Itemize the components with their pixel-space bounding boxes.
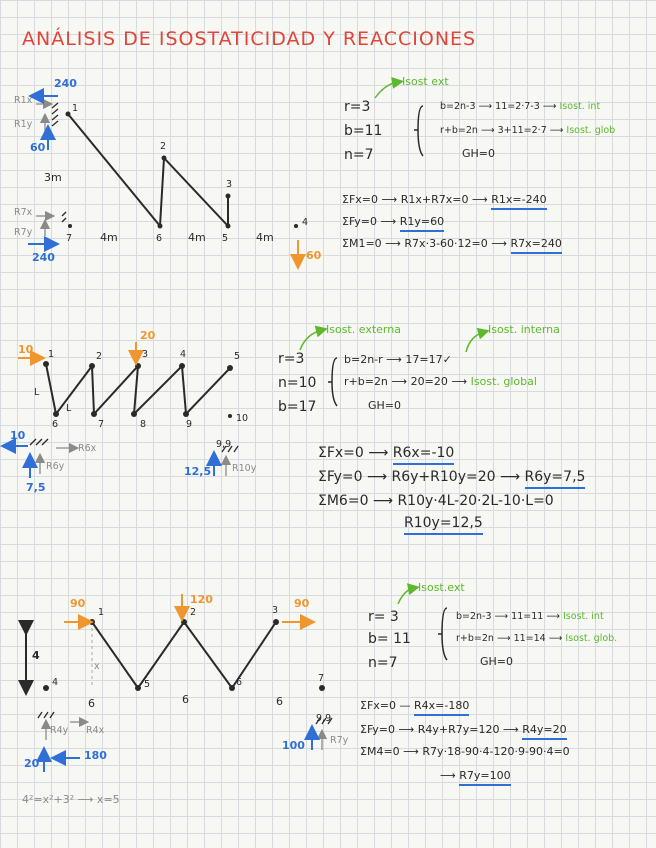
iso-int-eq-3: b=2n-3 ⟶ 11=11 ⟶ Isost. int [456, 611, 604, 622]
node3-7: 7 [318, 673, 325, 684]
res-fx-3: R4x=-180 [414, 699, 469, 716]
value-180: 180 [84, 749, 107, 762]
page-title: ANÁLISIS DE ISOSTATICIDAD Y REACCIONES [22, 28, 477, 50]
dim-3m: 3m [44, 171, 62, 184]
node3-6: 6 [236, 677, 243, 688]
dim-6-1: 6 [88, 697, 95, 710]
load-20-label: 20 [140, 329, 156, 342]
res-m-1: R7x=240 [511, 237, 562, 254]
node3-2: 2 [190, 607, 197, 618]
node2-10: 10 [236, 413, 249, 424]
load-90-right: 90 [294, 597, 310, 610]
iso-int-label-3: Isost. int [563, 611, 604, 622]
iso-int-label-1: Isost. int [559, 101, 601, 112]
dim-4: 4 [32, 649, 40, 662]
res-m-2: R10y=12,5 [404, 515, 483, 535]
iso-b-3: b= 11 [368, 631, 411, 647]
eq-fx-3: ΣFx=0 — R4x=-180 [360, 700, 469, 711]
value-60-left: 60 [30, 141, 46, 154]
node-7: 7 [66, 233, 73, 244]
iso-ext-2: Isost. externa [326, 323, 401, 336]
label-r10y: R10y [232, 463, 257, 474]
dim-6-3: 6 [276, 695, 283, 708]
label-r7x: R7x [14, 207, 33, 218]
iso-ext-arrow-1 [375, 82, 398, 98]
pythagoras-note: 4²=x²+3² ⟶ x=5 [22, 793, 120, 806]
iso-ext-arrow-3 [398, 588, 414, 604]
node3-4: 4 [52, 677, 59, 688]
iso-int-eq-1: b=2n-3 ⟶ 11=2·7-3 ⟶ Isost. int [440, 101, 601, 112]
node2-1: 1 [48, 349, 55, 360]
res-fx-1: R1x=-240 [491, 193, 546, 210]
iso-eq2-2: r+b=2n ⟶ 20=20 ⟶ Isost. global [344, 375, 537, 388]
truss-3 [92, 622, 276, 688]
load-60-label: 60 [306, 249, 322, 262]
node-2: 2 [160, 141, 167, 152]
eq-m-3: ΣM4=0 ⟶ R7y·18-90·4-120·9-90·4=0 [360, 745, 570, 758]
iso-ext-arrow-2 [300, 330, 322, 350]
support-2-hatch [30, 439, 238, 452]
label-r6x: R6x [78, 443, 97, 454]
res-m-3: R7y=100 [459, 769, 510, 786]
iso-b-1: b=11 [344, 123, 383, 139]
gh-1: GH=0 [462, 147, 496, 160]
eq-fx-2: ΣFx=0 ⟶ R6x=-10 [318, 446, 454, 460]
truss-2 [46, 364, 230, 414]
eq-fy-1: ΣFy=0 ⟶ R1y=60 [342, 216, 444, 227]
iso-n-1: n=7 [344, 147, 374, 163]
iso-b-2: b=17 [278, 399, 317, 415]
node3-5: 5 [144, 679, 151, 690]
gh-2: GH=0 [368, 399, 402, 412]
iso-glob-eq-1: r+b=2n ⟶ 3+11=2·7 ⟶ Isost. glob [440, 125, 616, 136]
value-7-5: 7,5 [26, 481, 46, 494]
value-240-top: 240 [54, 77, 77, 90]
label-r1y: R1y [14, 119, 33, 130]
dim-L-1: L [34, 387, 40, 398]
label-r1x: R1x [14, 95, 33, 106]
iso-int-arrow-2 [466, 332, 484, 352]
value-240-bottom: 240 [32, 251, 55, 264]
dim-x: x [94, 661, 100, 672]
iso-glob-eq-3: r+b=2n ⟶ 11=14 ⟶ Isost. glob. [456, 633, 618, 644]
support-1-hatch [52, 103, 66, 222]
node-4: 4 [302, 217, 309, 228]
eq-m-result-2 [404, 516, 483, 530]
brace-3 [438, 608, 447, 660]
node2-6: 6 [52, 419, 59, 430]
loads-2 [18, 342, 136, 358]
eq-fy-3: ΣFy=0 ⟶ R4y+R7y=120 ⟶ R4y=20 [360, 724, 567, 735]
dim-6-2: 6 [182, 693, 189, 706]
label-r4y: R4y [50, 725, 69, 736]
iso-n-2: n=10 [278, 375, 317, 391]
iso-eq1-2: b=2n-r ⟶ 17=17✓ [344, 353, 452, 366]
load-10-label: 10 [18, 343, 34, 356]
label-r6y: R6y [46, 461, 65, 472]
node2-9-10: 9,9 [216, 439, 232, 450]
truss-1-nodes [66, 112, 299, 229]
node2-8: 8 [140, 419, 147, 430]
iso-int-2: Isost. interna [488, 323, 560, 336]
node2-2: 2 [96, 351, 103, 362]
node-3: 3 [226, 179, 233, 190]
iso-r-2: r=3 [278, 351, 305, 367]
node2-4: 4 [180, 349, 187, 360]
node3-3: 3 [272, 605, 279, 616]
node2-7: 7 [98, 419, 105, 430]
iso-ext-1: Isost ext [402, 75, 449, 88]
reaction-arrows-1 [36, 104, 50, 236]
iso-glob-label-1: Isost. glob [566, 125, 616, 136]
brace-2 [328, 358, 337, 406]
node3-7-support: 9,9 [316, 713, 332, 724]
iso-n-3: n=7 [368, 655, 398, 671]
value-20: 20 [24, 757, 40, 770]
load-90-left: 90 [70, 597, 86, 610]
value-12-5: 12,5 [184, 465, 212, 478]
value-100: 100 [282, 739, 305, 752]
dim-4m-2: 4m [188, 231, 206, 244]
res-fy-1: R1y=60 [400, 215, 444, 232]
label-r4x: R4x [86, 725, 105, 736]
truss-1 [68, 114, 228, 226]
node-1: 1 [72, 103, 79, 114]
dim-L-2: L [66, 403, 72, 414]
node-5: 5 [222, 233, 229, 244]
node2-5: 5 [234, 351, 241, 362]
eq-fx-1: ΣFx=0 ⟶ R1x+R7x=0 ⟶ R1x=-240 [342, 194, 547, 205]
iso-r-3: r= 3 [368, 609, 399, 625]
brace-1 [414, 106, 423, 156]
eq-m-result-3: ⟶ R7y=100 [440, 770, 511, 781]
node2-9: 9 [186, 419, 193, 430]
eq-fy-2: ΣFy=0 ⟶ R6y+R10y=20 ⟶ R6y=7,5 [318, 470, 585, 484]
dim-4m-1: 4m [100, 231, 118, 244]
load-120: 120 [190, 593, 213, 606]
res-fy-2: R6y=7,5 [525, 469, 586, 489]
truss-3-nodes [43, 619, 325, 691]
iso-r-1: r=3 [344, 99, 371, 115]
node3-1: 1 [98, 607, 105, 618]
eq-m-1: ΣM1=0 ⟶ R7x·3-60·12=0 ⟶ R7x=240 [342, 238, 562, 249]
label-r7y-3: R7y [330, 735, 349, 746]
value-10-left: 10 [10, 429, 26, 442]
res-fy-3: R4y=20 [522, 723, 566, 740]
res-fx-2: R6x=-10 [393, 445, 455, 465]
dim-4m-3: 4m [256, 231, 274, 244]
gh-3: GH=0 [480, 655, 514, 668]
iso-ext-3: Isost.ext [418, 581, 465, 594]
label-r7y: R7y [14, 227, 33, 238]
node-6: 6 [156, 233, 163, 244]
node2-3: 3 [142, 349, 149, 360]
iso-glob-label-3: Isost. glob. [565, 633, 618, 644]
iso-glob-label-2: Isost. global [470, 375, 537, 388]
eq-m-2: ΣM6=0 ⟶ R10y·4L-20·2L-10·L=0 [318, 493, 554, 509]
